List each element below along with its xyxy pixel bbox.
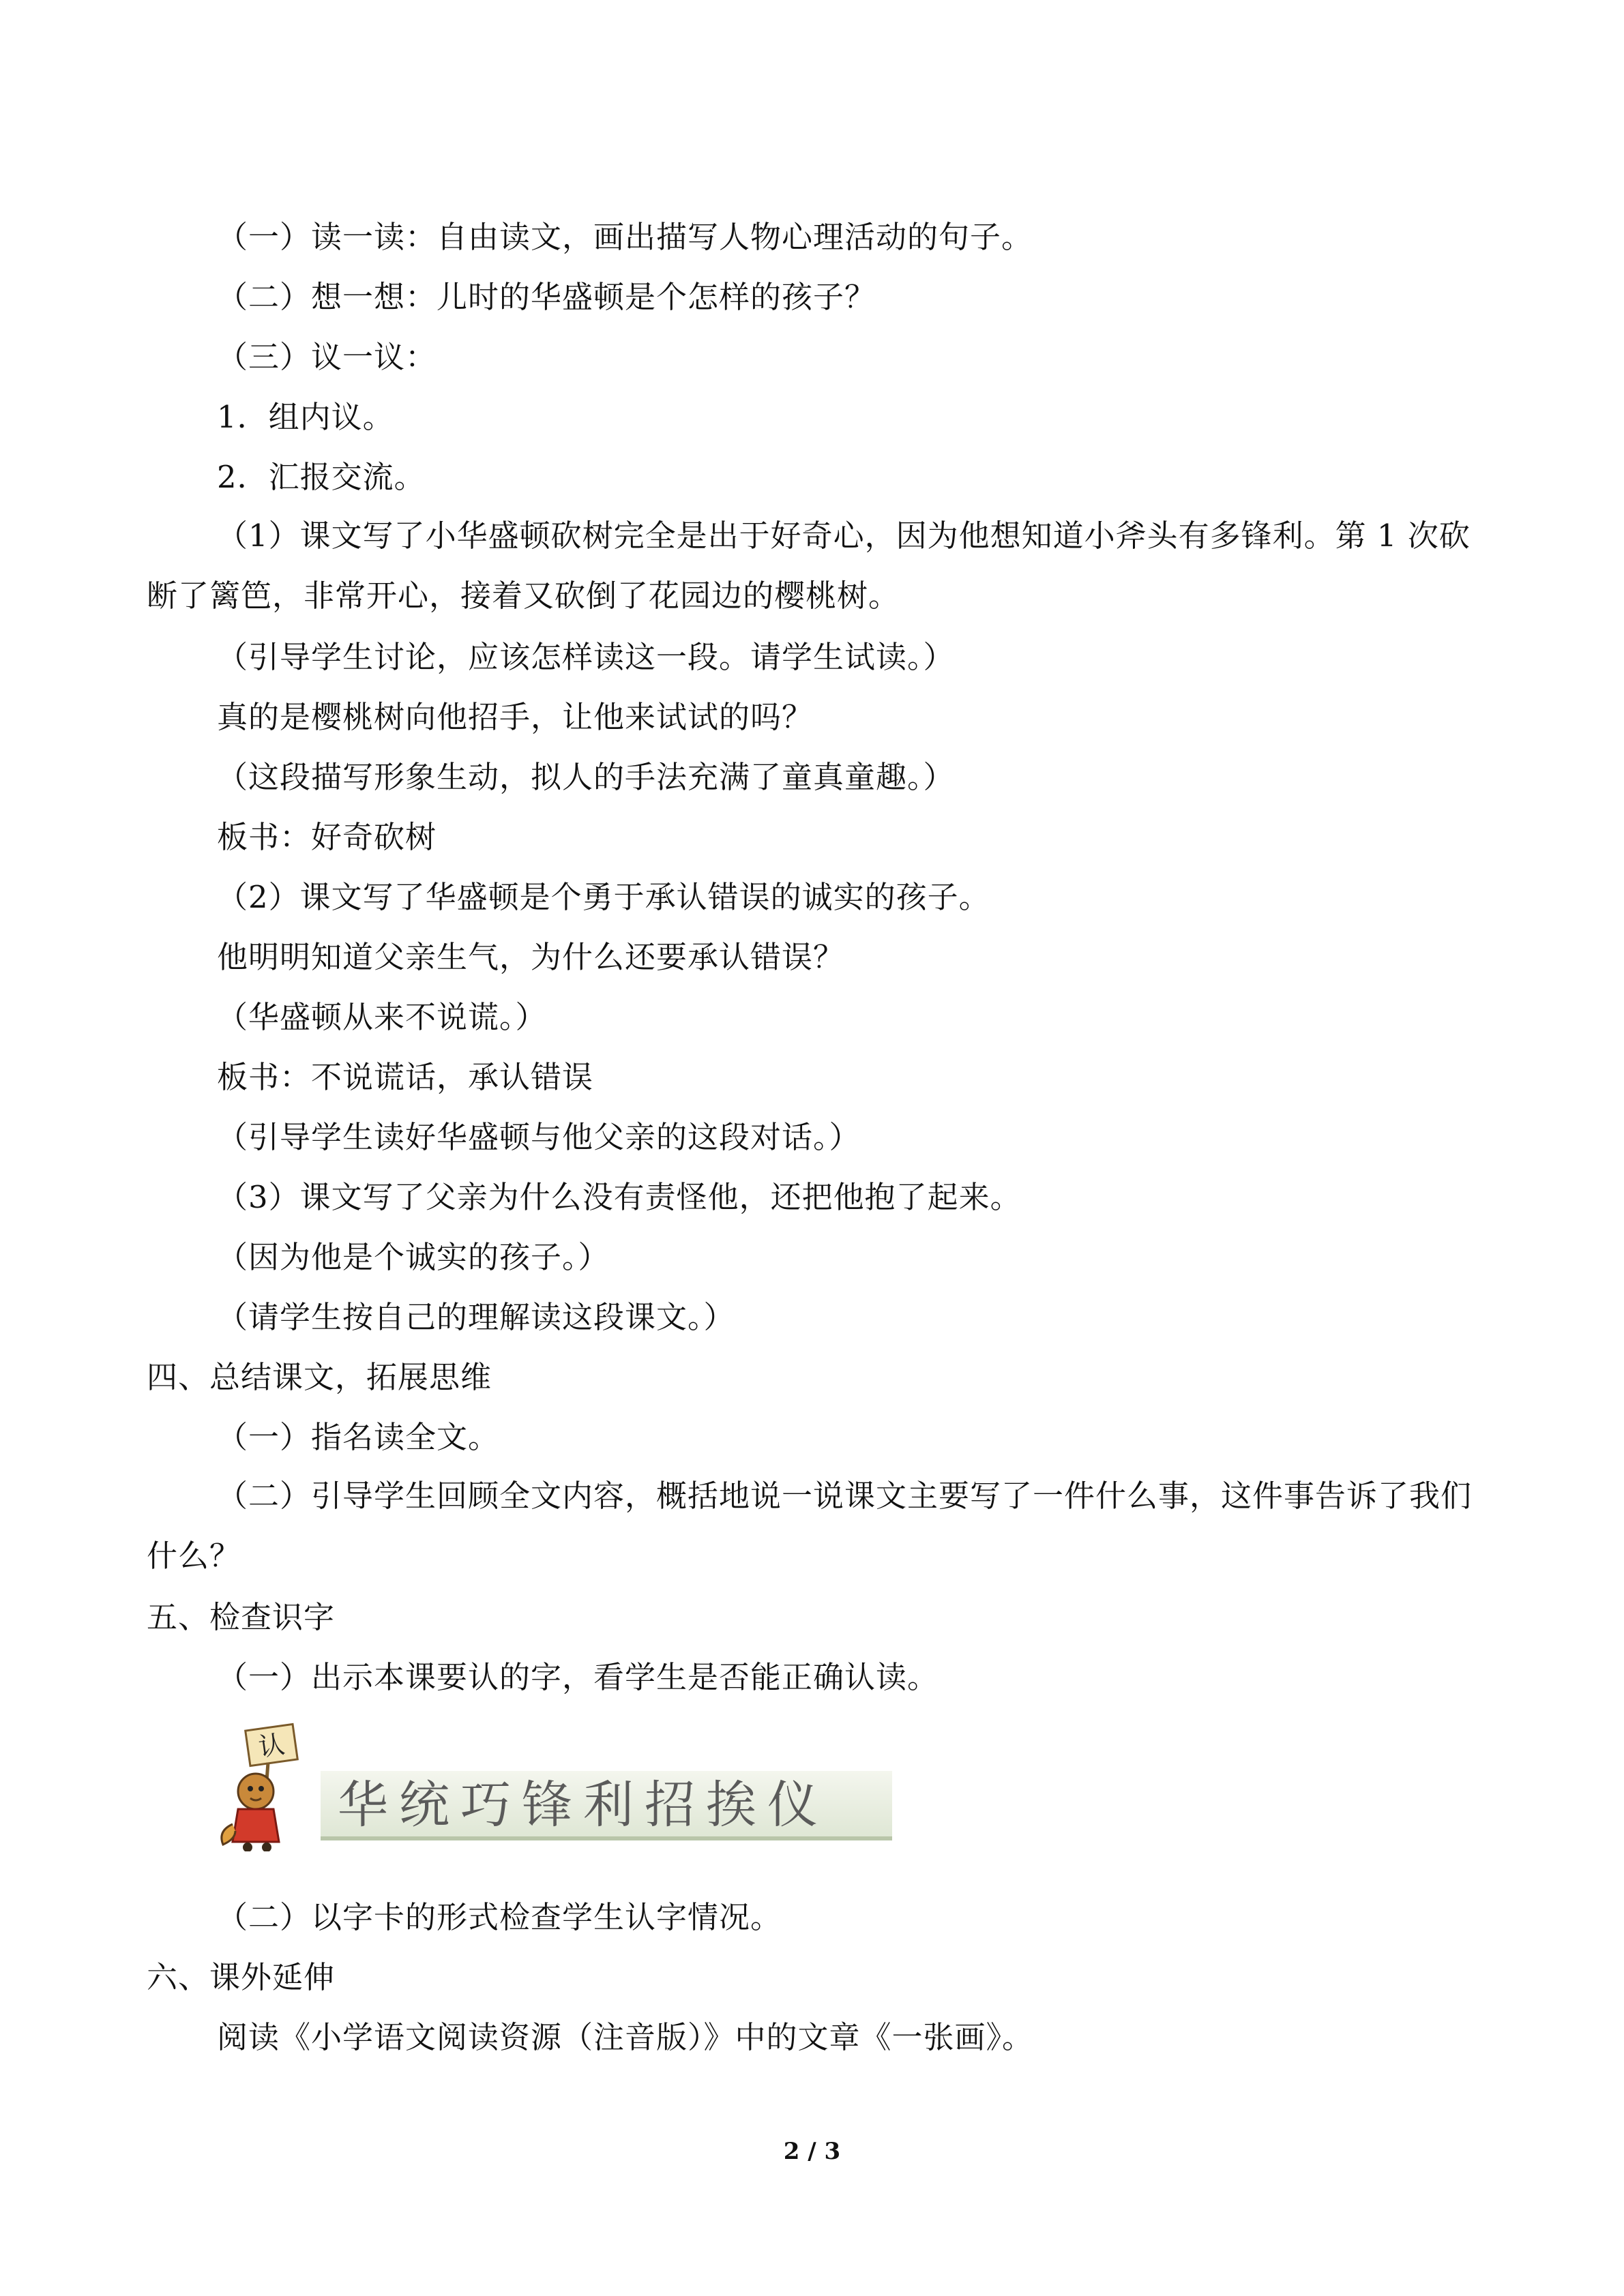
paragraph-guide-own: （请学生按自己的理解读这段课文。） (217, 1299, 735, 1335)
paragraph-note-2: （华盛顿从来不说谎。） (217, 999, 547, 1035)
paragraph-read-all: （一）指名读全文。 (217, 1419, 500, 1455)
paragraph-point-3: （3）课文写了父亲为什么没有责怪他，还把他抱了起来。 (217, 1179, 1022, 1215)
paragraph-review: （二）引导学生回顾全文内容，概括地说一说课文主要写了一件什么事，这件事告诉了我们什么？ (147, 1478, 1473, 1574)
section-heading-5: 五、检查识字 (147, 1599, 336, 1635)
paragraph-note-3: （因为他是个诚实的孩子。） (217, 1239, 610, 1275)
paragraph-point-1: （1）课文写了小华盛顿砍树完全是出于好奇心，因为他想知道小斧头有多锋利。第 1 次砍断了篱笆，非常开心，接着又砍倒了花园边的樱桃树。 (147, 518, 1471, 614)
character-banner (208, 1722, 897, 1851)
sign-label: 认 (256, 1729, 287, 1763)
paragraph-question-1: 真的是樱桃树向他招手，让他来试试的吗？ (217, 699, 814, 735)
paragraph-note-1: （这段描写形象生动，拟人的手法充满了童真童趣。） (217, 759, 955, 795)
mascot-sign-icon (208, 1722, 324, 1851)
paragraph-read: （一）读一读：自由读文，画出描写人物心理活动的句子。 (217, 219, 1033, 255)
board-note-2: 板书：不说谎话，承认错误 (217, 1059, 594, 1095)
board-note-1: 板书：好奇砍树 (217, 819, 437, 855)
paragraph-group: 1．组内议。 (217, 399, 394, 435)
paragraph-guide-read: （引导学生讨论，应该怎样读这一段。请学生试读。） (217, 639, 955, 675)
page-number: 2 / 3 (783, 2138, 841, 2165)
section-heading-4: 四、总结课文，拓展思维 (147, 1359, 492, 1395)
paragraph-extension: 阅读《小学语文阅读资源（注音版）》中的文章《一张画》。 (217, 2019, 1034, 2055)
section-heading-6: 六、课外延伸 (147, 1959, 336, 1995)
paragraph-point-2: （2）课文写了华盛顿是个勇于承认错误的诚实的孩子。 (217, 879, 990, 915)
paragraph-discuss: （三）议一议： (217, 339, 437, 375)
paragraph-think: （二）想一想：儿时的华盛顿是个怎样的孩子？ (217, 279, 876, 315)
paragraph-report: 2．汇报交流。 (217, 459, 426, 495)
paragraph-show-chars: （一）出示本课要认的字，看学生是否能正确认读。 (217, 1659, 939, 1695)
paragraph-question-2: 他明明知道父亲生气，为什么还要承认错误？ (217, 939, 845, 975)
paragraph-guide-dialogue: （引导学生读好华盛顿与他父亲的这段对话。） (217, 1119, 861, 1155)
character-list: 华统巧锋利招挨仪 (338, 1776, 829, 1834)
paragraph-card-check: （二）以字卡的形式检查学生认字情况。 (217, 1899, 782, 1935)
